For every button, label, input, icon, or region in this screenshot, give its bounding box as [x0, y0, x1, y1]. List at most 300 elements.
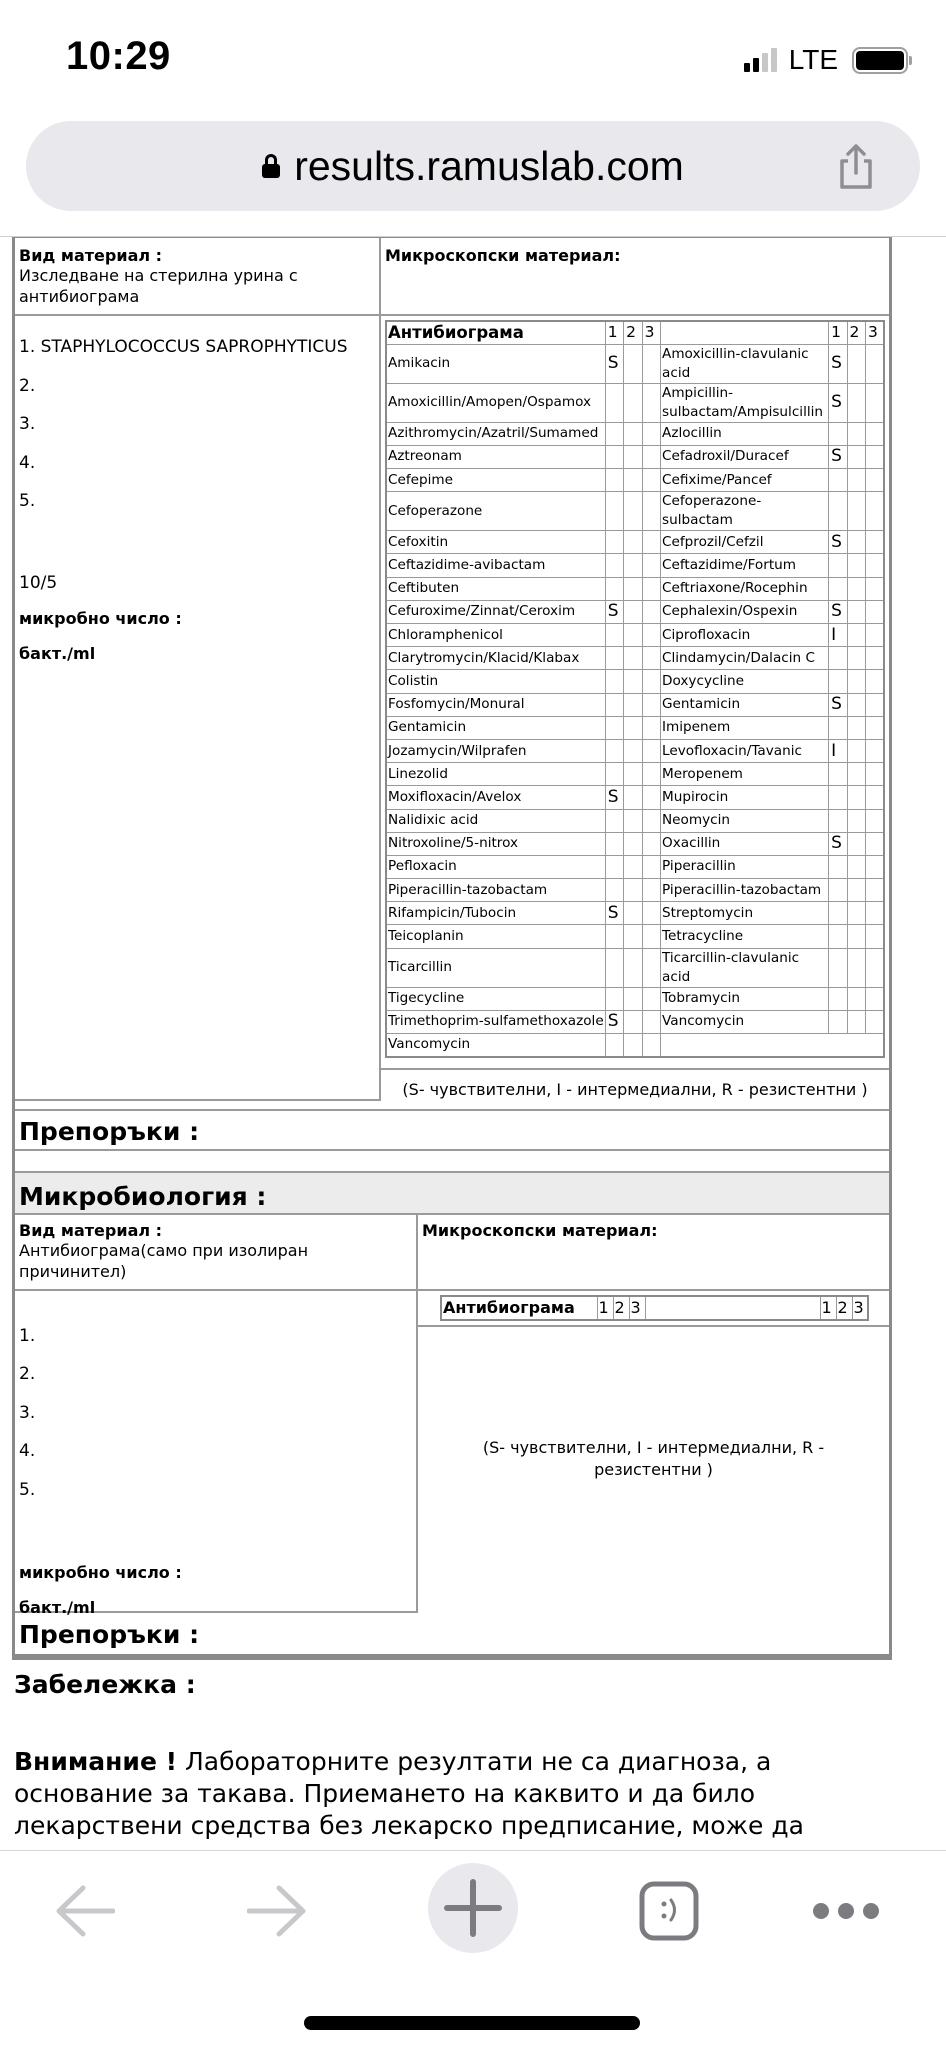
antibiotic-name-left: Nitroxoline/5-nitrox [386, 832, 605, 855]
antibiotic-name-left: Tigecycline [386, 987, 605, 1010]
result-1-right: S [829, 693, 847, 716]
battery-icon [852, 47, 908, 74]
status-time: 10:29 [66, 34, 171, 78]
result-3-right [865, 763, 884, 786]
result-2-right [847, 693, 865, 716]
antibiogram-row [386, 879, 884, 902]
share-icon[interactable] [836, 143, 876, 191]
antibiogram-legend-2: (S- чувствителни, I - интермедиални, R - резистентни ) [482, 1437, 825, 1479]
result-2-left [624, 693, 642, 716]
result-3-left [642, 948, 660, 987]
result-3-right [865, 1010, 884, 1033]
lock-icon [262, 154, 280, 178]
col-header-1-right: 1 [820, 1296, 836, 1320]
result-2-right [847, 422, 865, 445]
antibiotic-name-right: Ciprofloxacin [661, 624, 829, 647]
result-3-right [865, 469, 884, 492]
antibiogram-header: Антибиограма [386, 321, 605, 344]
antibiotic-name-right: Cefixime/Pancef [661, 469, 829, 492]
antibiotic-name-left: Cefepime [386, 469, 605, 492]
result-1-right [829, 716, 847, 739]
result-3-left [642, 987, 660, 1010]
result-3-left [642, 624, 660, 647]
result-2-left [624, 344, 642, 383]
organism-item: 3. [19, 1402, 36, 1423]
status-indicators [744, 44, 908, 76]
result-3-right [865, 925, 884, 948]
result-3-left [642, 647, 660, 670]
result-3-left [642, 577, 660, 600]
antibiotic-name-right: Ampicillin-sulbactam/Ampisulcillin [661, 383, 829, 422]
result-3-left [642, 670, 660, 693]
result-2-left [624, 600, 642, 623]
forward-button[interactable] [238, 1861, 318, 1961]
result-2-right [847, 469, 865, 492]
result-1-right [829, 469, 847, 492]
material-value: Изследване на стерилна урина с антибиограма [19, 266, 298, 306]
antibiotic-name-right: Cephalexin/Ospexin [661, 600, 829, 623]
result-1-left [605, 647, 623, 670]
signal-icon [744, 48, 777, 72]
result-2-right [847, 577, 865, 600]
result-2-right [847, 383, 865, 422]
antibiogram-row [386, 925, 884, 948]
antibiotic-name-left: Ceftibuten [386, 577, 605, 600]
result-3-left [642, 1034, 660, 1057]
microscopy-label: Микроскопски материал: [385, 246, 621, 265]
antibiotic-name-left: Gentamicin [386, 716, 605, 739]
antibiogram-row [386, 600, 884, 623]
result-1-left [605, 809, 623, 832]
antibiogram-row [386, 577, 884, 600]
result-2-right [847, 786, 865, 809]
organism-list-2 [19, 1317, 412, 1510]
organism-item: 2. [19, 1364, 36, 1385]
result-3-left [642, 383, 660, 422]
result-3-right [865, 647, 884, 670]
antibiotic-name-left: Fosfomycin/Monural [386, 693, 605, 716]
antibiogram-row [386, 1010, 884, 1033]
antibiotic-name-left: Piperacillin-tazobactam [386, 879, 605, 902]
home-indicator[interactable] [304, 2016, 640, 2030]
antibiotic-name-right: Cefprozil/Cefzil [661, 531, 829, 554]
result-1-right [829, 786, 847, 809]
antibiotic-name-right: Ticarcillin-clavulanic acid [661, 948, 829, 987]
antibiogram-row [386, 786, 884, 809]
antibiogram-row [386, 531, 884, 554]
result-1-left [605, 445, 623, 468]
result-1-left: S [605, 1010, 623, 1033]
result-3-right [865, 879, 884, 902]
result-1-left [605, 492, 623, 531]
result-1-left [605, 948, 623, 987]
result-2-right [847, 809, 865, 832]
col-header-3: 3 [642, 321, 660, 344]
organism-item: 1. STAPHYLOCOCCUS SAPROPHYTICUS [19, 337, 348, 357]
result-3-right [865, 344, 884, 383]
result-2-left [624, 469, 642, 492]
antibiotic-name-right: Levofloxacin/Tavanic [661, 739, 829, 762]
result-3-right [865, 554, 884, 577]
result-2-right [847, 987, 865, 1010]
result-1-right [829, 577, 847, 600]
result-2-right [847, 879, 865, 902]
status-bar [0, 0, 946, 118]
result-1-right: S [829, 383, 847, 422]
result-1-left [605, 531, 623, 554]
antibiotic-name-right: Oxacillin [661, 832, 829, 855]
result-2-right [847, 445, 865, 468]
result-1-left [605, 577, 623, 600]
result-1-right [829, 422, 847, 445]
result-1-left [605, 716, 623, 739]
antibiogram-header-right-2 [645, 1296, 820, 1320]
antibiotic-name-right: Neomycin [661, 809, 829, 832]
result-3-left [642, 763, 660, 786]
result-2-right [847, 647, 865, 670]
result-2-left [624, 554, 642, 577]
result-1-left: S [605, 902, 623, 925]
antibiogram-cell [381, 316, 889, 1109]
microscopy-cell-2 [418, 1215, 889, 1289]
antibiotic-name-right: Cefoperazone-sulbactam [661, 492, 829, 531]
result-1-left [605, 739, 623, 762]
more-dots-icon [811, 1901, 881, 1921]
organisms-row [15, 316, 889, 1109]
result-3-right [865, 902, 884, 925]
result-1-right [829, 879, 847, 902]
antibiotic-name-right: Amoxicillin-clavulanic acid [661, 344, 829, 383]
antibiogram-row [386, 445, 884, 468]
antibiotic-name-right: Tobramycin [661, 987, 829, 1010]
result-3-right [865, 531, 884, 554]
material-label: Вид материал : [19, 246, 163, 265]
antibiogram-header-row-2 [441, 1296, 868, 1320]
antibiogram-table [385, 320, 885, 1058]
organisms-cell-2 [15, 1291, 418, 1618]
result-3-right [865, 855, 884, 878]
antibiotic-name-left: Cefuroxime/Zinnat/Ceroxim [386, 600, 605, 623]
result-1-right [829, 948, 847, 987]
antibiogram-row [386, 855, 884, 878]
microbial-count-value: 10/5 [19, 572, 58, 593]
col-header-2: 2 [613, 1296, 629, 1320]
result-2-left [624, 948, 642, 987]
antibiotic-name-left: Amikacin [386, 344, 605, 383]
antibiotic-name-right: Tetracycline [661, 925, 829, 948]
result-2-left [624, 531, 642, 554]
organism-item: 4. [19, 1441, 36, 1462]
section-spacer [15, 1151, 889, 1173]
result-2-left [624, 809, 642, 832]
antibiogram-header-right [661, 321, 829, 344]
antibiogram-header-row [386, 321, 884, 344]
result-3-right [865, 670, 884, 693]
microbial-count-label-2: микробно число : [19, 1563, 182, 1583]
antibiogram-row [386, 809, 884, 832]
antibiotic-name-right: Meropenem [661, 763, 829, 786]
result-2-left [624, 647, 642, 670]
result-1-right: I [829, 624, 847, 647]
result-1-right: S [829, 832, 847, 855]
result-3-left [642, 925, 660, 948]
antibiotic-name-left: Colistin [386, 670, 605, 693]
antibiogram-table-2 [440, 1295, 869, 1321]
antibiotic-name-right: Vancomycin [661, 1010, 829, 1033]
material-value-2: Антибиограма(само при изолиран причинител) [19, 1240, 309, 1281]
antibiotic-name-left: Cefoperazone [386, 492, 605, 531]
antibiotic-name-right: Ceftazidime/Fortum [661, 554, 829, 577]
col-header-2-right: 2 [847, 321, 865, 344]
result-1-right: S [829, 531, 847, 554]
result-2-left [624, 624, 642, 647]
antibiotic-name-left: Cefoxitin [386, 531, 605, 554]
result-2-right [847, 763, 865, 786]
result-2-left [624, 832, 642, 855]
result-2-right [847, 624, 865, 647]
antibiotic-name-left: Moxifloxacin/Avelox [386, 786, 605, 809]
result-1-left: S [605, 344, 623, 383]
col-header-1: 1 [605, 321, 623, 344]
result-1-right [829, 763, 847, 786]
result-2-right [847, 670, 865, 693]
antibiogram-row [386, 670, 884, 693]
result-3-left [642, 600, 660, 623]
col-header-3-right: 3 [865, 321, 884, 344]
result-2-left [624, 716, 642, 739]
result-2-left [624, 445, 642, 468]
col-header-2: 2 [624, 321, 642, 344]
antibiotic-name-right: Azlocillin [661, 422, 829, 445]
antibiogram-row [386, 987, 884, 1010]
antibiogram-row [386, 554, 884, 577]
result-3-right [865, 577, 884, 600]
col-header-2-right: 2 [836, 1296, 852, 1320]
new-tab-button[interactable] [428, 1863, 518, 1953]
microbiology-section-title: Микробиология : [15, 1173, 889, 1215]
antibiotic-name-left: Aztreonam [386, 445, 605, 468]
antibiotic-name-right: Gentamicin [661, 693, 829, 716]
antibiogram-row [386, 492, 884, 531]
antibiotic-name-left: Pefloxacin [386, 855, 605, 878]
result-2-left [624, 763, 642, 786]
result-1-right [829, 554, 847, 577]
result-3-right [865, 492, 884, 531]
antibiotic-name-right [661, 1034, 884, 1057]
result-1-right: I [829, 739, 847, 762]
tabs-button[interactable] [634, 1861, 704, 1961]
result-3-right [865, 716, 884, 739]
result-2-right [847, 344, 865, 383]
antibiotic-name-left: Rifampicin/Tubocin [386, 902, 605, 925]
antibiotic-name-right: Doxycycline [661, 670, 829, 693]
result-3-left [642, 422, 660, 445]
result-1-left [605, 554, 623, 577]
result-2-right [847, 832, 865, 855]
result-2-left [624, 987, 642, 1010]
result-1-right [829, 670, 847, 693]
organism-item: 5. [19, 491, 36, 511]
result-3-left [642, 739, 660, 762]
result-1-right [829, 809, 847, 832]
tabs-icon [638, 1880, 700, 1942]
result-1-left [605, 832, 623, 855]
antibiogram-row [386, 383, 884, 422]
back-button[interactable] [44, 1861, 124, 1961]
antibiotic-name-left: Trimethoprim-sulfamethoxazole [386, 1010, 605, 1033]
address-bar[interactable] [26, 121, 920, 211]
antibiotic-name-left: Ticarcillin [386, 948, 605, 987]
organism-item: 4. [19, 452, 36, 473]
results-content [12, 237, 892, 1660]
antibiotic-name-right: Imipenem [661, 716, 829, 739]
result-2-left [624, 422, 642, 445]
result-3-right [865, 739, 884, 762]
result-1-left: S [605, 600, 623, 623]
material-cell [15, 238, 381, 314]
result-3-left [642, 786, 660, 809]
antibiotic-name-right: Streptomycin [661, 902, 829, 925]
result-1-right: S [829, 600, 847, 623]
result-1-left [605, 855, 623, 878]
organism-list [19, 328, 375, 521]
result-2-left [624, 383, 642, 422]
result-2-right [847, 531, 865, 554]
result-2-right [847, 600, 865, 623]
antibiotic-name-left: Ceftazidime-avibactam [386, 554, 605, 577]
result-3-right [865, 693, 884, 716]
col-header-1-right: 1 [829, 321, 847, 344]
result-2-right [847, 492, 865, 531]
result-2-left [624, 925, 642, 948]
antibiotic-name-left: Vancomycin [386, 1034, 605, 1057]
result-1-left [605, 469, 623, 492]
result-3-left [642, 1010, 660, 1033]
result-1-right [829, 925, 847, 948]
antibiotic-name-left: Clarytromycin/Klacid/Klabax [386, 647, 605, 670]
microbial-count-label: микробно число : [19, 608, 182, 628]
antibiotic-name-left: Nalidixic acid [386, 809, 605, 832]
antibiogram-row [386, 902, 884, 925]
antibiotic-name-right: Ceftriaxone/Rocephin [661, 577, 829, 600]
result-3-right [865, 383, 884, 422]
antibiotic-name-left: Chloramphenicol [386, 624, 605, 647]
result-1-left [605, 925, 623, 948]
antibiotic-name-right: Piperacillin [661, 855, 829, 878]
result-1-right: S [829, 445, 847, 468]
organisms-row-2 [15, 1291, 889, 1618]
result-2-right [847, 902, 865, 925]
antibiogram-row [386, 469, 884, 492]
microbial-count-unit: бакт./ml [19, 643, 96, 663]
antibiogram-row [386, 624, 884, 647]
url-text[interactable]: results.ramuslab.com [294, 142, 684, 189]
result-3-left [642, 445, 660, 468]
result-2-left [624, 670, 642, 693]
result-2-left [624, 786, 642, 809]
result-1-left [605, 383, 623, 422]
result-2-left [624, 902, 642, 925]
result-1-left [605, 422, 623, 445]
warning-body: Лабораторните резултати не са диагноза, а основание за такава. Приемането на каквито и да било лекарствени средства без лекарско предписание, може да [14, 1747, 804, 1840]
result-3-left [642, 344, 660, 383]
material-label-2: Вид материал : [19, 1220, 163, 1240]
organism-item: 1. [19, 1325, 36, 1346]
results-frame [12, 237, 892, 1660]
result-3-right [865, 809, 884, 832]
result-3-left [642, 693, 660, 716]
result-1-right [829, 647, 847, 670]
result-2-right [847, 739, 865, 762]
warning-text [14, 1746, 914, 1842]
note-label: Забележка : [14, 1670, 196, 1699]
result-3-right [865, 832, 884, 855]
antibiotic-name-right: Cefadroxil/Duracef [661, 445, 829, 468]
microbial-count-unit-2: бакт./ml [19, 1598, 96, 1618]
antibiotic-name-left: Linezolid [386, 763, 605, 786]
result-2-left [624, 577, 642, 600]
result-1-left [605, 879, 623, 902]
plus-icon [443, 1878, 503, 1938]
result-1-right [829, 902, 847, 925]
more-button[interactable] [806, 1861, 886, 1961]
antibiogram-header-2: Антибиограма [441, 1296, 597, 1320]
antibiotic-name-left: Azithromycin/Azatril/Sumamed [386, 422, 605, 445]
result-3-left [642, 716, 660, 739]
result-1-left [605, 1034, 623, 1057]
antibiogram-row [386, 1034, 884, 1057]
antibiotic-name-right: Piperacillin-tazobactam [661, 879, 829, 902]
col-header-3: 3 [629, 1296, 645, 1320]
antibiogram-row [386, 422, 884, 445]
organisms-cell [15, 316, 381, 1101]
antibiotic-name-right: Clindamycin/Dalacin C [661, 647, 829, 670]
result-3-left [642, 492, 660, 531]
result-3-right [865, 445, 884, 468]
result-3-left [642, 554, 660, 577]
network-type: LTE [788, 44, 838, 75]
col-header-3-right: 3 [852, 1296, 868, 1320]
result-3-right [865, 786, 884, 809]
result-3-left [642, 855, 660, 878]
antibiogram-legend: (S- чувствителни, I - интермедиални, R - резистентни ) [381, 1068, 889, 1109]
antibiotic-name-left: Jozamycin/Wilprafen [386, 739, 605, 762]
result-3-left [642, 531, 660, 554]
result-3-left [642, 469, 660, 492]
antibiogram-row [386, 344, 884, 383]
antibiogram-row [386, 763, 884, 786]
result-1-left [605, 987, 623, 1010]
organism-item: 3. [19, 414, 36, 434]
result-1-right [829, 855, 847, 878]
result-2-left [624, 855, 642, 878]
col-header-1: 1 [597, 1296, 613, 1320]
result-2-right [847, 1010, 865, 1033]
result-2-right [847, 554, 865, 577]
result-1-left [605, 670, 623, 693]
antibiogram-cell-2 [418, 1291, 889, 1613]
result-2-right [847, 855, 865, 878]
antibiogram-row [386, 832, 884, 855]
result-2-right [847, 948, 865, 987]
result-1-left: S [605, 786, 623, 809]
result-3-left [642, 902, 660, 925]
result-2-right [847, 925, 865, 948]
result-1-right [829, 987, 847, 1010]
result-3-right [865, 600, 884, 623]
microscopy-cell [381, 238, 889, 314]
recommendations-label-2: Препоръки : [15, 1613, 889, 1657]
